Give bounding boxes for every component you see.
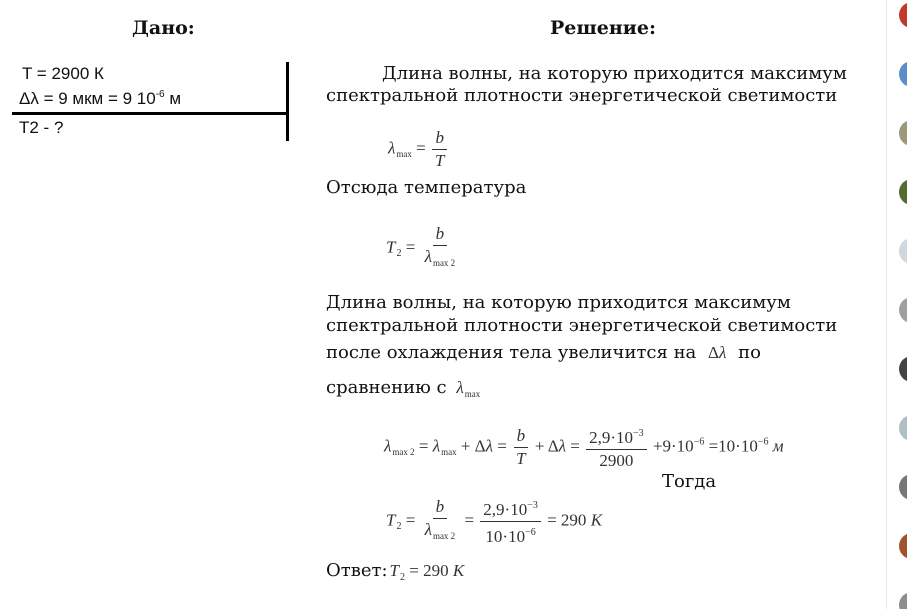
given-delta-lambda-unit: м [164, 89, 182, 108]
para2-line3 [326, 342, 761, 363]
hence-text: Отсюда температура [326, 177, 527, 198]
formula-lambda-max2: $\lambda_{max 2} = \lambda_{max} + \Delta\lambda$ = $\frac{b}{T}$ + Δλ = $\frac{2,9\cdot 10^{-3}}{2900}$ $+9\cdot 10^{-6} =10\cdot 10^{-6}$ м [384, 426, 784, 470]
given-find: T2 - ? [19, 118, 64, 137]
sidebar-avatars [886, 0, 907, 609]
user-avatar[interactable] [899, 474, 907, 500]
delta-lambda-inline: Δλ [708, 343, 727, 362]
lambda-max-inline: $\lambda_{max}$ [456, 378, 481, 399]
user-avatar[interactable] [899, 120, 907, 146]
given-header: Дано: [132, 17, 195, 39]
user-avatar[interactable] [899, 356, 907, 382]
user-avatar[interactable] [899, 415, 907, 441]
para2-line3-tail: по [738, 342, 761, 363]
user-avatar[interactable] [899, 533, 907, 559]
answer-value: $T_2 = 290$ K [389, 561, 465, 583]
given-vertical-rule [286, 62, 289, 141]
user-avatar[interactable] [899, 592, 907, 609]
formula-t2: $T_2$ = $\frac{b}{\lambda_{max 2}}$ [386, 224, 456, 268]
given-temperature [22, 64, 104, 84]
user-avatar[interactable] [899, 238, 907, 264]
formula-lambda-max: $\lambda_{max}$ = $\frac{b}{T}$ [388, 128, 449, 171]
answer [326, 560, 464, 583]
para1-line2: спектральной плотности энергетической светимости [326, 85, 838, 106]
user-avatar[interactable] [899, 2, 907, 28]
given-divider [12, 112, 288, 115]
user-avatar[interactable] [899, 179, 907, 205]
user-avatar[interactable] [899, 297, 907, 323]
para2-line2: спектральной плотности энергетической светимости [326, 315, 838, 336]
para1-line1: Длина волны, на которую приходится максимум [382, 63, 847, 84]
para2-line1: Длина волны, на которую приходится максимум [326, 292, 791, 313]
given-delta-lambda [19, 89, 181, 109]
then-text: Тогда [662, 471, 717, 492]
para2-line4 [326, 377, 480, 399]
formula-t2-result: $T_2$ = $\frac{b}{\lambda_{max 2}}$ = $\frac{2,9\cdot 10^{-3}}{10\cdot 10^{-6}}$ = 290 K [386, 497, 603, 546]
given-delta-lambda-text: Δλ = 9 мкм = 9 10 [19, 89, 156, 108]
given-temperature-text: T = 2900 К [22, 64, 104, 83]
solution-header: Решение: [550, 17, 656, 39]
answer-label: Ответ: [326, 560, 388, 581]
user-avatar[interactable] [899, 61, 907, 87]
para2-line4-text: сравнению с [326, 377, 447, 398]
para2-line3-text: после охлаждения тела увеличится на [326, 342, 697, 363]
given-delta-lambda-exp: -6 [155, 89, 165, 100]
